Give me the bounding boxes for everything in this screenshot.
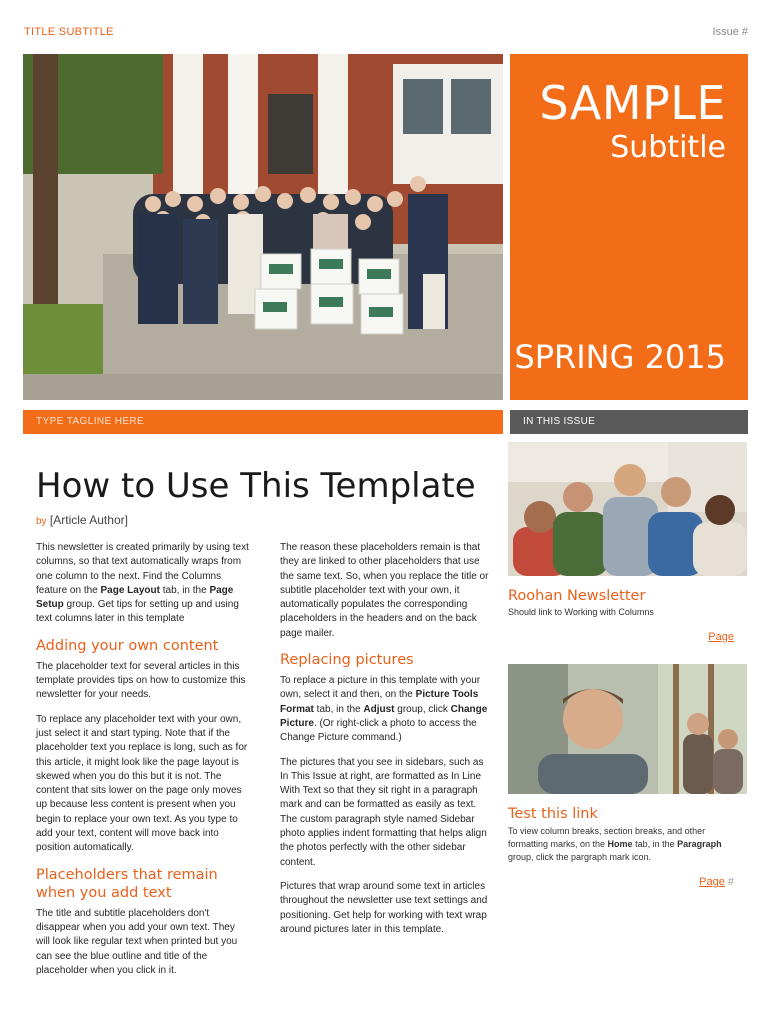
- byline: [36, 513, 128, 527]
- sidebar-item-2-text: [508, 825, 744, 864]
- sidebar-item-2-title: Test this link: [508, 806, 598, 822]
- col2-paragraph-2: [280, 674, 492, 745]
- side2-text-3: group, click the pargraph mark icon.: [508, 852, 652, 862]
- side2-bold-home: Home: [607, 839, 633, 849]
- article-title: How to Use This Template: [36, 466, 476, 506]
- col2-p2-bold-change-picture: Change Picture: [280, 703, 488, 729]
- col1-p1-bold-page-layout: Page Layout: [100, 584, 160, 596]
- sidebar-item-2-page-link[interactable]: [699, 876, 734, 888]
- masthead-block: [510, 54, 748, 400]
- side2-text-2: tab, in the: [632, 839, 678, 849]
- col2-p2-text-3: group, click: [394, 703, 451, 715]
- sidebar-item-2-page-number: #: [727, 876, 734, 888]
- issue-number: Issue #: [712, 26, 748, 38]
- heading-replacing-pictures: Replacing pictures: [280, 652, 414, 669]
- tagline-text: TYPE TAGLINE HERE: [36, 416, 145, 427]
- col1-paragraph-4: The title and subtitle placeholders don't disappear when you add your own text. They will look like regular text when printed but you can see the blue outline and title of the placeholder when you click in it.: [36, 907, 238, 976]
- newsletter-subtitle: Subtitle: [610, 130, 726, 165]
- sidebar-item-1-title: Roohan Newsletter: [508, 588, 646, 604]
- sidebar-photo-students[interactable]: [508, 442, 747, 576]
- side2-bold-paragraph: Paragraph: [677, 839, 722, 849]
- col1-paragraph-2: The placeholder text for several articles in this template provides tips on how to customize this newsletter for your needs.: [36, 660, 246, 701]
- heading-placeholders-remain: Placeholders that remain when you add text: [36, 866, 218, 901]
- hero-photo-illustration: [23, 54, 503, 400]
- col1-p1-text-1: This newsletter is created primarily by using text columns, so that text automatically wraps from one column to the next. Find the Columns feature on the: [36, 542, 249, 596]
- side2-text-1: To view column breaks, section breaks, and other formatting marks, on the: [508, 826, 706, 849]
- sidebar-photo-students-illustration: [508, 442, 747, 576]
- col1-p1-text-2: tab, in the: [159, 584, 210, 596]
- col2-paragraph-1: The reason these placeholders remain is that they are linked to other placeholders that use the same text. So, when you replace the title or subtitle placeholder text with your own, it automatically populates the corresponding placeholders in the headers and on the back page mailer.: [280, 542, 489, 639]
- article-author: [Article Author]: [49, 513, 128, 527]
- col2-p2-text-1: To replace a picture in this template with your own, select it and then, on the: [280, 675, 481, 701]
- sidebar-item-1-text: Should link to Working with Columns: [508, 607, 654, 617]
- tagline-bar: [23, 410, 503, 434]
- col2-p2-bold-picture-tools: Picture Tools Format: [280, 689, 479, 715]
- col1-paragraph-1: [36, 541, 250, 627]
- col2-p2-bold-adjust: Adjust: [363, 703, 395, 715]
- sidebar-photo-student[interactable]: [508, 664, 747, 794]
- article-column-1: [36, 541, 250, 988]
- byline-by: by: [36, 516, 47, 527]
- col1-p1-bold-page-setup: Page Setup: [36, 584, 234, 611]
- header-title-subtitle: TITLE SUBTITLE: [24, 26, 114, 38]
- col1-p1-text-3: group. Get tips for setting up and using text columns later in this template: [36, 599, 239, 625]
- newsletter-title: SAMPLE: [539, 76, 726, 130]
- heading-adding-content: Adding your own content: [36, 637, 219, 654]
- col2-paragraph-3: The pictures that you see in sidebars, such as In This Issue at right, are formatted as In Line With Text so that they sit right in a paragraph mark and can be formatted as easily as text. The custom paragraph style named Sidebar photo applies indent formatting that helps align the photos perfectly with the other sidebar content.: [280, 756, 487, 868]
- col1-paragraph-3: To replace any placeholder text with your own, just select it and start typing. Note that if the placeholder text you replace is long, such as for this article, it might look like the page layout is skewed when you do this but it is not. The content that sits lower on the page only moves up because less content is present when you begin to replace your own text. As you type to add your text, content will move back into position automatically.: [36, 713, 248, 854]
- sidebar-photo-student-illustration: [508, 664, 747, 794]
- sidebar-item-1-page-link[interactable]: Page: [708, 631, 734, 643]
- sidebar-item-2-page-label[interactable]: Page: [699, 876, 725, 888]
- col2-p2-text-2: tab, in the: [313, 703, 364, 715]
- in-this-issue-label: IN THIS ISSUE: [523, 416, 596, 427]
- in-this-issue-bar: [510, 410, 748, 434]
- col2-paragraph-4: Pictures that wrap around some text in articles throughout the newsletter use text settings and positioning. Get help for working with text wrap around pictures later in this template.: [280, 880, 488, 935]
- col2-p2-text-4: . (Or right-click a photo to access the Change Picture command.): [280, 717, 477, 744]
- newsletter-season: SPRING 2015: [514, 338, 726, 376]
- hero-photo[interactable]: [23, 54, 503, 400]
- article-column-2: [280, 541, 492, 947]
